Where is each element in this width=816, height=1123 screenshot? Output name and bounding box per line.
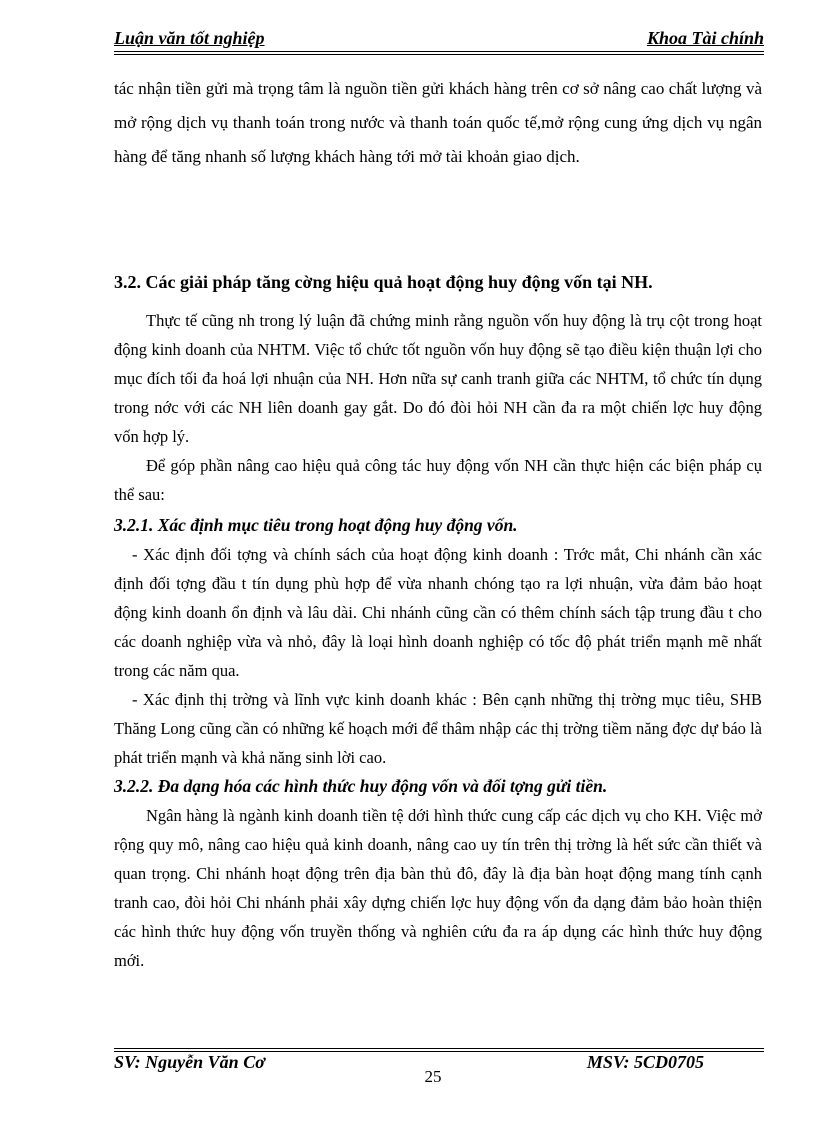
page-number: 25: [424, 1067, 442, 1086]
subsection-2-paragraph: Ngân hàng là ngành kinh doanh tiền tệ dới hình thức cung cấp các dịch vụ cho KH. Việc mở rộng quy mô, nâng cao hiệu quả kinh doanh, nâng cao uy tín trên thị trờng là hết sức cần thiết và quan trọng. Chi nhánh hoạt động trên địa bàn thủ đô, đây là địa bàn hoạt động mang tính cạnh tranh cao, đòi hỏi Chi nhánh phải xây dựng chiến lợc huy động vốn đa dạng đảm bảo hoàn thiện các hình thức huy động vốn truyền thống và nghiên cứu đa ra áp dụng các hình thức huy động mới.: [114, 806, 762, 970]
section-body: [114, 306, 762, 975]
footer-student-name: SV: Nguyễn Văn Cơ: [114, 1052, 265, 1072]
section-heading: 3.2. Các giải pháp tăng cờng hiệu quả hoạt động huy động vốn tại NH.: [114, 272, 653, 292]
section-paragraph-2: Để góp phần nâng cao hiệu quả công tác huy động vốn NH cần thực hiện các biện pháp cụ thể sau:: [114, 456, 762, 504]
subsection-heading-2: 3.2.2. Đa dạng hóa các hình thức huy động vốn và đối tợng gửi tiền.: [114, 776, 608, 796]
header-faculty-label: Khoa Tài chính: [646, 28, 764, 48]
subsection-heading-1: 3.2.1. Xác định mục tiêu trong hoạt động huy động vốn.: [114, 515, 518, 535]
header-thesis-label: Luận văn tốt nghiệp: [114, 28, 265, 48]
page-header: [114, 28, 764, 52]
intro-block: [114, 72, 762, 174]
section-paragraph-1: Thực tế cũng nh trong lý luận đã chứng minh rằng nguồn vốn huy động là trụ cột trong hoạt động kinh doanh của NHTM. Việc tổ chức tốt nguồn vốn huy động sẽ tạo điều kiện thuận lợi cho mục đích tối đa hoá lợi nhuận của NH. Hơn nữa sự canh tranh giữa các NHTM, tổ chức tín dụng trong nớc với các NH liên doanh gay gắt. Do đó đòi hỏi NH cần đa ra một chiến lợc huy động vốn hợp lý.: [114, 311, 762, 446]
header-rule-thin: [114, 54, 764, 55]
subsection-1-item-1: - Xác định đối tợng và chính sách của hoạt động kinh doanh : Trớc mắt, Chi nhánh cần xác định đối tợng đầu t tín dụng phù hợp để vừa nhanh chóng tạo ra lợi nhuận, vừa đảm bảo hoạt động kinh doanh ổn định và lâu dài. Chi nhánh cũng cần có thêm chính sách tập trung đầu t cho các doanh nghiệp vừa và nhỏ, đây là loại hình doanh nghiệp có tốc độ phát triển mạnh mẽ nhất trong các năm qua.: [114, 545, 762, 680]
footer-rule-thin: [114, 1048, 764, 1049]
intro-paragraph: tác nhận tiền gửi mà trọng tâm là nguồn tiền gửi khách hàng trên cơ sở nâng cao chất lượng và mở rộng dịch vụ thanh toán trong nước và thanh toán quốc tế,mở rộng cung ứng dịch vụ ngân hàng để tăng nhanh số lượng khách hàng tới mở tài khoản giao dịch.: [114, 79, 762, 166]
header-rule: [114, 51, 764, 52]
subsection-1-item-2: - Xác định thị trờng và lĩnh vực kinh doanh khác : Bên cạnh những thị trờng mục tiêu, SHB Thăng Long cũng cần có những kế hoạch mới để thâm nhập các thị trờng tiềm năng đợc dự báo là phát triển mạnh và khả năng sinh lời cao.: [114, 690, 762, 767]
footer-student-id: MSV: 5CD0705: [586, 1052, 704, 1072]
